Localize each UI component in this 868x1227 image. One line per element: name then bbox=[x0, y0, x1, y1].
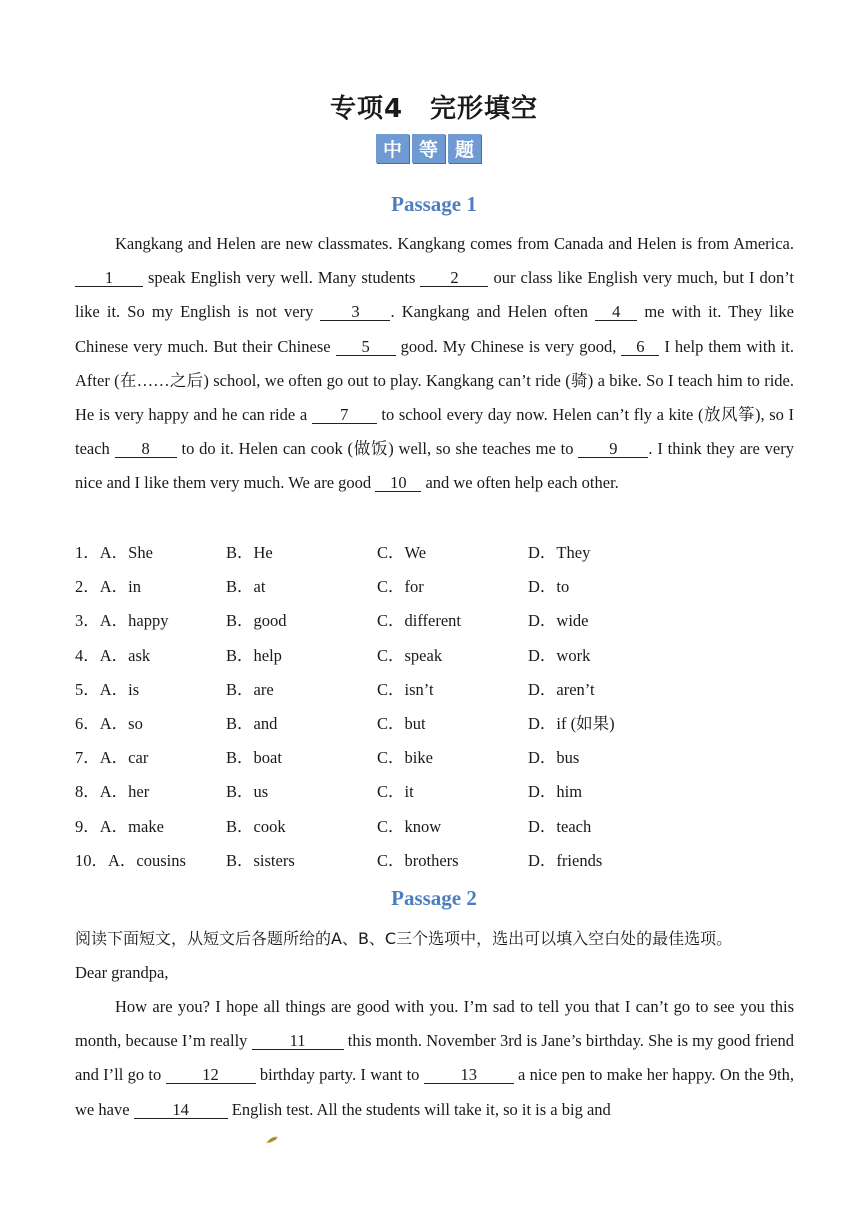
option-7-d: D．bus bbox=[528, 748, 580, 768]
blank-10: 10 bbox=[375, 474, 421, 492]
option-1-b: B．He bbox=[226, 543, 273, 563]
letter-greeting: Dear grandpa, bbox=[75, 963, 169, 982]
option-4-d: D．work bbox=[528, 645, 591, 665]
passage-text-run: English test. All the students will take it, so it is a big and bbox=[227, 1099, 611, 1119]
option-8-a: 8．A．her bbox=[75, 782, 150, 802]
blank-9: 9 bbox=[578, 440, 648, 458]
option-5-d: D．aren’t bbox=[528, 679, 595, 699]
page-title: 专项4 完形填空 bbox=[329, 94, 539, 124]
passage-text-run: a nice pen to make her happy. On the 9th, we have bbox=[75, 1065, 794, 1119]
option-2-b: B．at bbox=[226, 577, 266, 597]
option-row-4 bbox=[75, 637, 794, 671]
option-5-c: C．isn’t bbox=[377, 679, 434, 699]
passage-text-run: I help them with it. After (在……之后) school, we often go out to play. Kangkang can’t ride (骑) a bike. So I teach him to ride. He is very happy and he can ride a bbox=[75, 336, 794, 425]
blank-8: 8 bbox=[115, 440, 177, 458]
option-3-d: D．wide bbox=[528, 611, 589, 631]
difficulty-badges bbox=[376, 134, 481, 163]
passage-text-run: . Kangkang and Helen often bbox=[390, 302, 596, 322]
option-8-c: C．it bbox=[377, 782, 414, 802]
blank-6: 6 bbox=[621, 338, 659, 356]
blank-12: 12 bbox=[166, 1066, 256, 1084]
passage-text-run: our class like English very much, but I don’t like it. So my English is not very bbox=[75, 268, 794, 322]
option-5-b: B．are bbox=[226, 679, 274, 699]
option-row-2 bbox=[75, 568, 794, 602]
passage-1-options bbox=[75, 534, 794, 876]
option-6-a: 6．A．so bbox=[75, 714, 143, 734]
option-6-b: B．and bbox=[226, 714, 278, 734]
option-row-6 bbox=[75, 705, 794, 739]
badge-medium-1: 中 bbox=[376, 134, 409, 163]
option-row-1 bbox=[75, 534, 794, 568]
passage-text-run: birthday party. I want to bbox=[255, 1065, 424, 1085]
option-9-d: D．teach bbox=[528, 816, 592, 836]
passage-2-text bbox=[75, 990, 794, 1127]
passage-2-instruction: 阅读下面短文，从短文后各题所给的A、B、C三个选项中，选出可以填入空白处的最佳选项。 bbox=[75, 929, 733, 948]
blank-2: 2 bbox=[420, 269, 488, 287]
option-row-7 bbox=[75, 739, 794, 773]
passage-text-run: me with it. They like Chinese very much. But their Chinese bbox=[75, 302, 794, 356]
passage-text-run: and we often help each other. bbox=[421, 473, 619, 493]
option-6-c: C．but bbox=[377, 714, 426, 734]
passage-text-run: this month. November 3rd is Jane’s birthday. She is my good friend and I’ll go to bbox=[75, 1031, 794, 1085]
blank-3: 3 bbox=[320, 303, 390, 321]
option-10-b: B．sisters bbox=[226, 850, 295, 870]
badge-medium-3: 题 bbox=[448, 134, 481, 163]
option-10-a: 10．A．cousins bbox=[75, 850, 186, 870]
option-row-3 bbox=[75, 602, 794, 636]
option-3-c: C．different bbox=[377, 611, 462, 631]
passage-text-run: to school every day now. Helen can’t fly a kite (放风筝), so I teach bbox=[75, 405, 794, 459]
option-1-a: 1．A．She bbox=[75, 543, 153, 563]
blank-7: 7 bbox=[312, 406, 377, 424]
leaf-logo-icon bbox=[264, 1133, 280, 1145]
blank-14: 14 bbox=[134, 1101, 228, 1119]
option-4-c: C．speak bbox=[377, 645, 443, 665]
option-9-c: C．know bbox=[377, 816, 442, 836]
blank-5: 5 bbox=[336, 338, 396, 356]
passage-1-heading: Passage 1 bbox=[391, 192, 477, 216]
passage-2-heading: Passage 2 bbox=[391, 886, 477, 910]
blank-4: 4 bbox=[595, 303, 637, 321]
option-3-a: 3．A．happy bbox=[75, 611, 169, 631]
option-8-d: D．him bbox=[528, 782, 583, 802]
option-row-5 bbox=[75, 671, 794, 705]
option-2-a: 2．A．in bbox=[75, 577, 141, 597]
option-2-d: D．to bbox=[528, 577, 570, 597]
option-row-9 bbox=[75, 808, 794, 842]
option-9-b: B．cook bbox=[226, 816, 286, 836]
option-7-a: 7．A．car bbox=[75, 748, 149, 768]
blank-13: 13 bbox=[424, 1066, 514, 1084]
option-5-a: 5．A．is bbox=[75, 679, 140, 699]
blank-1: 1 bbox=[75, 269, 143, 287]
option-8-b: B．us bbox=[226, 782, 269, 802]
option-7-b: B．boat bbox=[226, 748, 282, 768]
option-1-d: D．They bbox=[528, 543, 591, 563]
passage-1-text bbox=[75, 227, 794, 501]
option-3-b: B．good bbox=[226, 611, 287, 631]
option-10-d: D．friends bbox=[528, 850, 603, 870]
option-row-8 bbox=[75, 773, 794, 807]
passage-text-run: good. My Chinese is very good, bbox=[395, 336, 622, 356]
passage-text-run: Kangkang and Helen are new classmates. Kangkang comes from Canada and Helen is from America. bbox=[115, 234, 794, 253]
option-7-c: C．bike bbox=[377, 748, 433, 768]
option-10-c: C．brothers bbox=[377, 850, 459, 870]
option-4-b: B．help bbox=[226, 645, 282, 665]
option-4-a: 4．A．ask bbox=[75, 645, 151, 665]
option-row-10 bbox=[75, 842, 794, 876]
passage-text-run: speak English very well. Many students bbox=[143, 268, 421, 288]
passage-text-run: . I think they are very nice and I like them very much. We are good bbox=[75, 439, 795, 493]
option-6-d: D．if (如果) bbox=[528, 714, 615, 734]
blank-11: 11 bbox=[252, 1032, 344, 1050]
passage-text-run: How are you? I hope all things are good with you. I’m sad to tell you that I can’t go to see you this month, because I’m really bbox=[75, 997, 794, 1051]
option-2-c: C．for bbox=[377, 577, 424, 597]
option-9-a: 9．A．make bbox=[75, 816, 164, 836]
passage-text-run: to do it. Helen can cook (做饭) well, so she teaches me to bbox=[176, 439, 579, 459]
option-1-c: C．We bbox=[377, 543, 427, 563]
badge-medium-2: 等 bbox=[412, 134, 445, 163]
